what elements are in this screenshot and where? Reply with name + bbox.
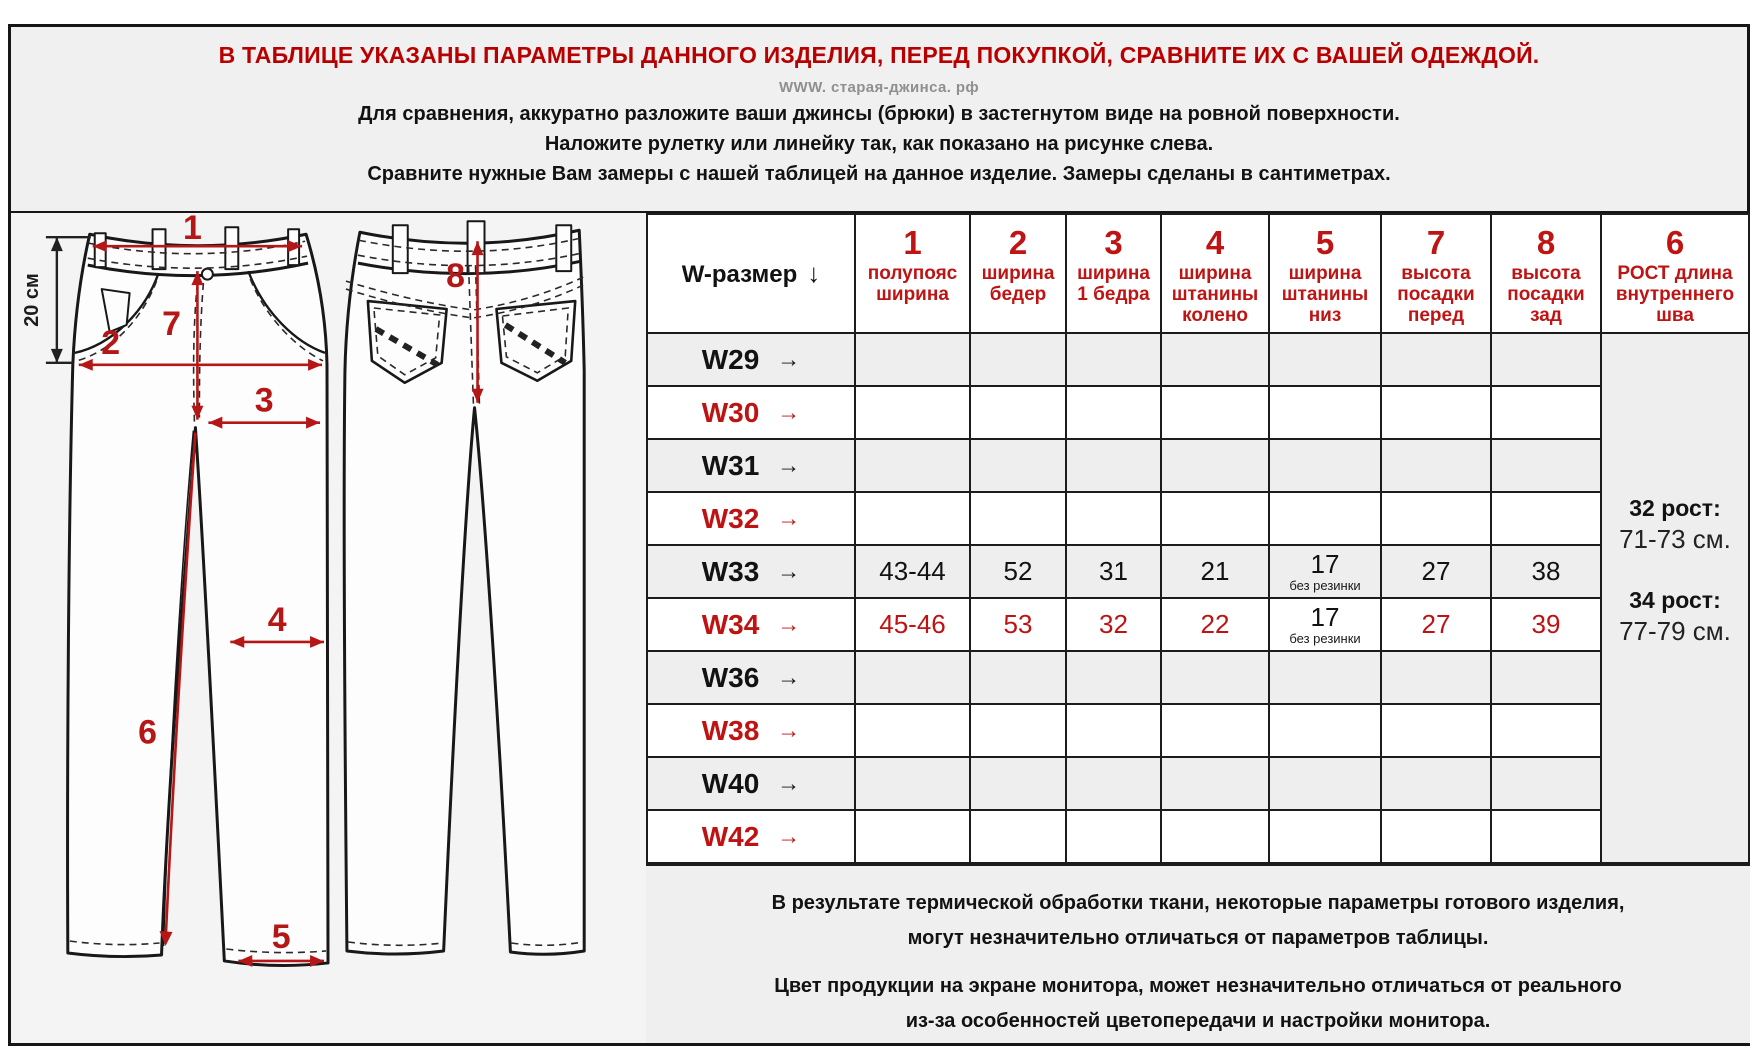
diagram-marker-4: 4 — [267, 600, 287, 639]
measurement-value: 52 — [1003, 556, 1033, 586]
value-cell — [855, 757, 970, 810]
value-cell — [1161, 386, 1269, 439]
footer-note-2b: из-за особенностей цветопередачи и настройки монитора. — [905, 1010, 1491, 1032]
size-label: W36 — [701, 661, 760, 693]
size-column-header — [647, 214, 855, 333]
value-cell — [1491, 386, 1601, 439]
column-label-line: зад — [1530, 305, 1562, 326]
value-cell — [1381, 492, 1491, 545]
value-cell — [1269, 333, 1381, 386]
diagram-marker-6: 6 — [138, 713, 157, 752]
column-header-7 — [1381, 214, 1491, 333]
size-label-cell — [647, 651, 855, 704]
instruction-line-2: Наложите рулетку или линейку так, как показано на рисунке слева. — [544, 133, 1214, 155]
measurement-value: 38 — [1531, 556, 1561, 586]
column-label-line: ширина — [876, 284, 949, 305]
value-cell — [1491, 651, 1601, 704]
right-arrow-icon: → — [777, 822, 801, 849]
value-cell — [1161, 545, 1269, 598]
size-row-W31 — [647, 439, 1749, 492]
value-cell — [855, 545, 970, 598]
value-cell — [855, 598, 970, 651]
right-arrow-icon: → — [777, 769, 801, 796]
right-arrow-icon: → — [777, 716, 801, 743]
value-cell — [970, 757, 1066, 810]
size-label-cell — [647, 386, 855, 439]
title-band — [11, 27, 1747, 213]
size-row-W33 — [647, 545, 1749, 598]
value-cell — [1269, 439, 1381, 492]
rost-32-label: 32 рост: — [1629, 495, 1721, 521]
rost-32-value: 71-73 см. — [1619, 524, 1731, 554]
right-arrow-icon: → — [777, 451, 801, 478]
size-label: W31 — [701, 449, 760, 481]
value-cell — [1269, 598, 1381, 651]
column-label-line: бедер — [989, 284, 1047, 305]
value-cell — [1491, 333, 1601, 386]
value-cell — [1381, 810, 1491, 863]
size-label-cell — [647, 439, 855, 492]
measurement-value: 17 — [1310, 601, 1340, 632]
right-arrow-icon: → — [777, 557, 801, 584]
size-row-W42 — [647, 810, 1749, 863]
ruler-20cm-label: 20 см — [20, 273, 43, 327]
size-label-cell — [647, 333, 855, 386]
value-cell — [1491, 704, 1601, 757]
column-number: 3 — [1104, 224, 1123, 261]
measurement-value: 27 — [1421, 556, 1451, 586]
value-cell — [1161, 810, 1269, 863]
column-label-line: РОСТ длина — [1617, 263, 1733, 284]
outer-frame — [8, 24, 1750, 1046]
value-cell — [1269, 386, 1381, 439]
value-cell — [970, 651, 1066, 704]
value-cell — [970, 439, 1066, 492]
value-cell — [1066, 333, 1161, 386]
column-label-line: высота — [1511, 263, 1581, 284]
value-cell — [1066, 704, 1161, 757]
value-cell — [970, 333, 1066, 386]
size-row-W29 — [647, 333, 1749, 386]
column-header-2 — [970, 214, 1066, 333]
size-label: W40 — [701, 767, 760, 799]
column-label-line: ширина — [981, 263, 1055, 284]
column-label-line: ширина — [1077, 263, 1150, 284]
column-label-line: высота — [1401, 263, 1471, 284]
value-cell — [1491, 439, 1601, 492]
size-row-W36 — [647, 651, 1749, 704]
column-label-line: посадки — [1397, 284, 1475, 305]
value-cell — [970, 386, 1066, 439]
value-cell — [1066, 651, 1161, 704]
column-label-line: низ — [1308, 305, 1342, 326]
value-cell — [970, 810, 1066, 863]
footer-note-1b: могут незначительно отличаться от параметров таблицы. — [907, 927, 1489, 949]
value-cell — [1381, 333, 1491, 386]
value-cell — [1269, 492, 1381, 545]
column-label-line: штанины — [1281, 284, 1369, 305]
measurement-value: 17 — [1310, 548, 1340, 579]
size-row-W38 — [647, 704, 1749, 757]
measurement-value: 27 — [1421, 609, 1451, 639]
value-cell — [1066, 386, 1161, 439]
column-label-line: штанины — [1171, 284, 1259, 305]
value-note: без резинки — [1289, 577, 1361, 593]
value-cell — [1161, 492, 1269, 545]
value-cell — [1491, 810, 1601, 863]
column-label-line: колено — [1182, 305, 1248, 326]
value-cell — [1161, 757, 1269, 810]
measurement-value: 45-46 — [879, 609, 946, 639]
size-label-cell — [647, 704, 855, 757]
jeans-diagram-svg — [11, 213, 646, 1042]
size-label: W30 — [701, 396, 760, 428]
value-cell — [1066, 545, 1161, 598]
value-cell — [1269, 810, 1381, 863]
main-area — [11, 213, 1747, 1043]
measurement-value: 31 — [1099, 556, 1128, 586]
value-cell — [1269, 651, 1381, 704]
instruction-line-3: Сравните нужные Вам замеры с нашей таблицей на данное изделие. Замеры сделаны в сантиметрах. — [367, 163, 1391, 185]
size-label-cell — [647, 545, 855, 598]
measurement-value: 22 — [1200, 609, 1230, 639]
column-label-line: полупояс — [867, 263, 958, 284]
rost-34-value: 77-79 см. — [1619, 616, 1731, 646]
value-cell — [970, 545, 1066, 598]
column-label-line: шва — [1656, 305, 1694, 326]
right-arrow-icon: → — [777, 504, 801, 531]
diagram-marker-5: 5 — [271, 917, 291, 956]
column-label-line: посадки — [1507, 284, 1585, 305]
value-cell — [1491, 492, 1601, 545]
value-cell — [855, 651, 970, 704]
website-label: WWW. старая-джинса. рф — [779, 79, 979, 96]
footer-note-1a: В результате термической обработки ткани, некоторые параметры готового изделия, — [771, 892, 1625, 914]
footer-note-2a: Цвет продукции на экране монитора, может незначительно отличаться от реального — [774, 975, 1622, 997]
value-cell — [855, 333, 970, 386]
value-cell — [1381, 545, 1491, 598]
rost-merged-cell — [1601, 333, 1749, 863]
size-label: W38 — [701, 714, 760, 746]
column-label-line: ширина — [1178, 263, 1252, 284]
column-number: 7 — [1426, 224, 1446, 261]
column-label-line: внутреннего — [1615, 284, 1735, 305]
size-header-label: W-размер — [681, 261, 798, 288]
right-arrow-icon: → — [777, 345, 801, 372]
column-header-1 — [855, 214, 970, 333]
column-number: 8 — [1536, 224, 1556, 261]
down-arrow-icon: ↓ — [807, 258, 821, 288]
measurement-value: 32 — [1099, 609, 1128, 639]
column-label-line: 1 бедра — [1077, 284, 1150, 305]
right-arrow-icon: → — [777, 610, 801, 637]
value-cell — [1066, 598, 1161, 651]
table-header-row — [647, 214, 1749, 333]
column-header-3 — [1066, 214, 1161, 333]
value-cell — [1161, 439, 1269, 492]
size-row-W34 — [647, 598, 1749, 651]
value-cell — [1066, 810, 1161, 863]
value-cell — [1269, 757, 1381, 810]
measurement-value: 39 — [1531, 609, 1561, 639]
value-cell — [1381, 704, 1491, 757]
value-cell — [855, 810, 970, 863]
size-label: W42 — [701, 820, 760, 852]
value-cell — [1161, 704, 1269, 757]
value-cell — [1381, 757, 1491, 810]
column-header-5 — [1269, 214, 1381, 333]
size-row-W32 — [647, 492, 1749, 545]
value-cell — [1161, 333, 1269, 386]
instruction-line-1: Для сравнения, аккуратно разложите ваши джинсы (брюки) в застегнутом виде на ровной поверхности. — [358, 103, 1400, 125]
value-cell — [1066, 757, 1161, 810]
value-cell — [1161, 651, 1269, 704]
column-header-6 — [1601, 214, 1749, 333]
value-note: без резинки — [1289, 630, 1361, 646]
size-label-cell — [647, 810, 855, 863]
value-cell — [1491, 757, 1601, 810]
value-cell — [1066, 492, 1161, 545]
size-row-W40 — [647, 757, 1749, 810]
value-cell — [970, 598, 1066, 651]
value-cell — [1161, 598, 1269, 651]
value-cell — [1491, 545, 1601, 598]
value-cell — [1381, 439, 1491, 492]
page-title: В ТАБЛИЦЕ УКАЗАНЫ ПАРАМЕТРЫ ДАННОГО ИЗДЕЛИЯ, ПЕРЕД ПОКУПКОЙ, СРАВНИТЕ ИХ С ВАШЕЙ ОДЕЖДОЙ. — [218, 42, 1540, 68]
size-label-cell — [647, 757, 855, 810]
value-cell — [1491, 598, 1601, 651]
diagram-marker-8: 8 — [446, 257, 466, 296]
value-cell — [1066, 439, 1161, 492]
value-cell — [855, 704, 970, 757]
column-header-8 — [1491, 214, 1601, 333]
value-cell — [855, 386, 970, 439]
column-number: 6 — [1665, 224, 1685, 261]
value-cell — [970, 492, 1066, 545]
value-cell — [1381, 598, 1491, 651]
column-number: 1 — [903, 224, 922, 261]
footer-notes — [646, 864, 1750, 1043]
value-cell — [855, 439, 970, 492]
size-label: W32 — [701, 502, 760, 534]
column-number: 4 — [1205, 224, 1225, 261]
diagram-marker-7: 7 — [162, 304, 181, 343]
size-row-W30 — [647, 386, 1749, 439]
diagram-marker-2: 2 — [101, 323, 121, 362]
size-label: W33 — [701, 555, 760, 587]
column-header-4 — [1161, 214, 1269, 333]
rost-34-label: 34 рост: — [1629, 587, 1721, 613]
size-label: W34 — [701, 608, 760, 640]
size-label: W29 — [701, 343, 760, 375]
value-cell — [1381, 386, 1491, 439]
table-pane — [646, 213, 1750, 1043]
column-label-line: перед — [1407, 305, 1465, 326]
diagram-marker-1: 1 — [183, 213, 202, 248]
value-cell — [970, 704, 1066, 757]
value-cell — [1269, 545, 1381, 598]
measurement-value: 43-44 — [879, 556, 946, 586]
column-number: 5 — [1315, 224, 1335, 261]
size-label-cell — [647, 598, 855, 651]
measurement-value: 53 — [1003, 609, 1033, 639]
value-cell — [1269, 704, 1381, 757]
right-arrow-icon: → — [777, 663, 801, 690]
value-cell — [1381, 651, 1491, 704]
right-arrow-icon: → — [777, 398, 801, 425]
value-cell — [855, 492, 970, 545]
diagram-marker-3: 3 — [254, 381, 274, 420]
size-table — [646, 213, 1750, 864]
measurement-value: 21 — [1200, 556, 1230, 586]
column-number: 2 — [1008, 224, 1028, 261]
jeans-measure-diagram — [11, 213, 648, 1043]
size-label-cell — [647, 492, 855, 545]
column-label-line: ширина — [1288, 263, 1362, 284]
